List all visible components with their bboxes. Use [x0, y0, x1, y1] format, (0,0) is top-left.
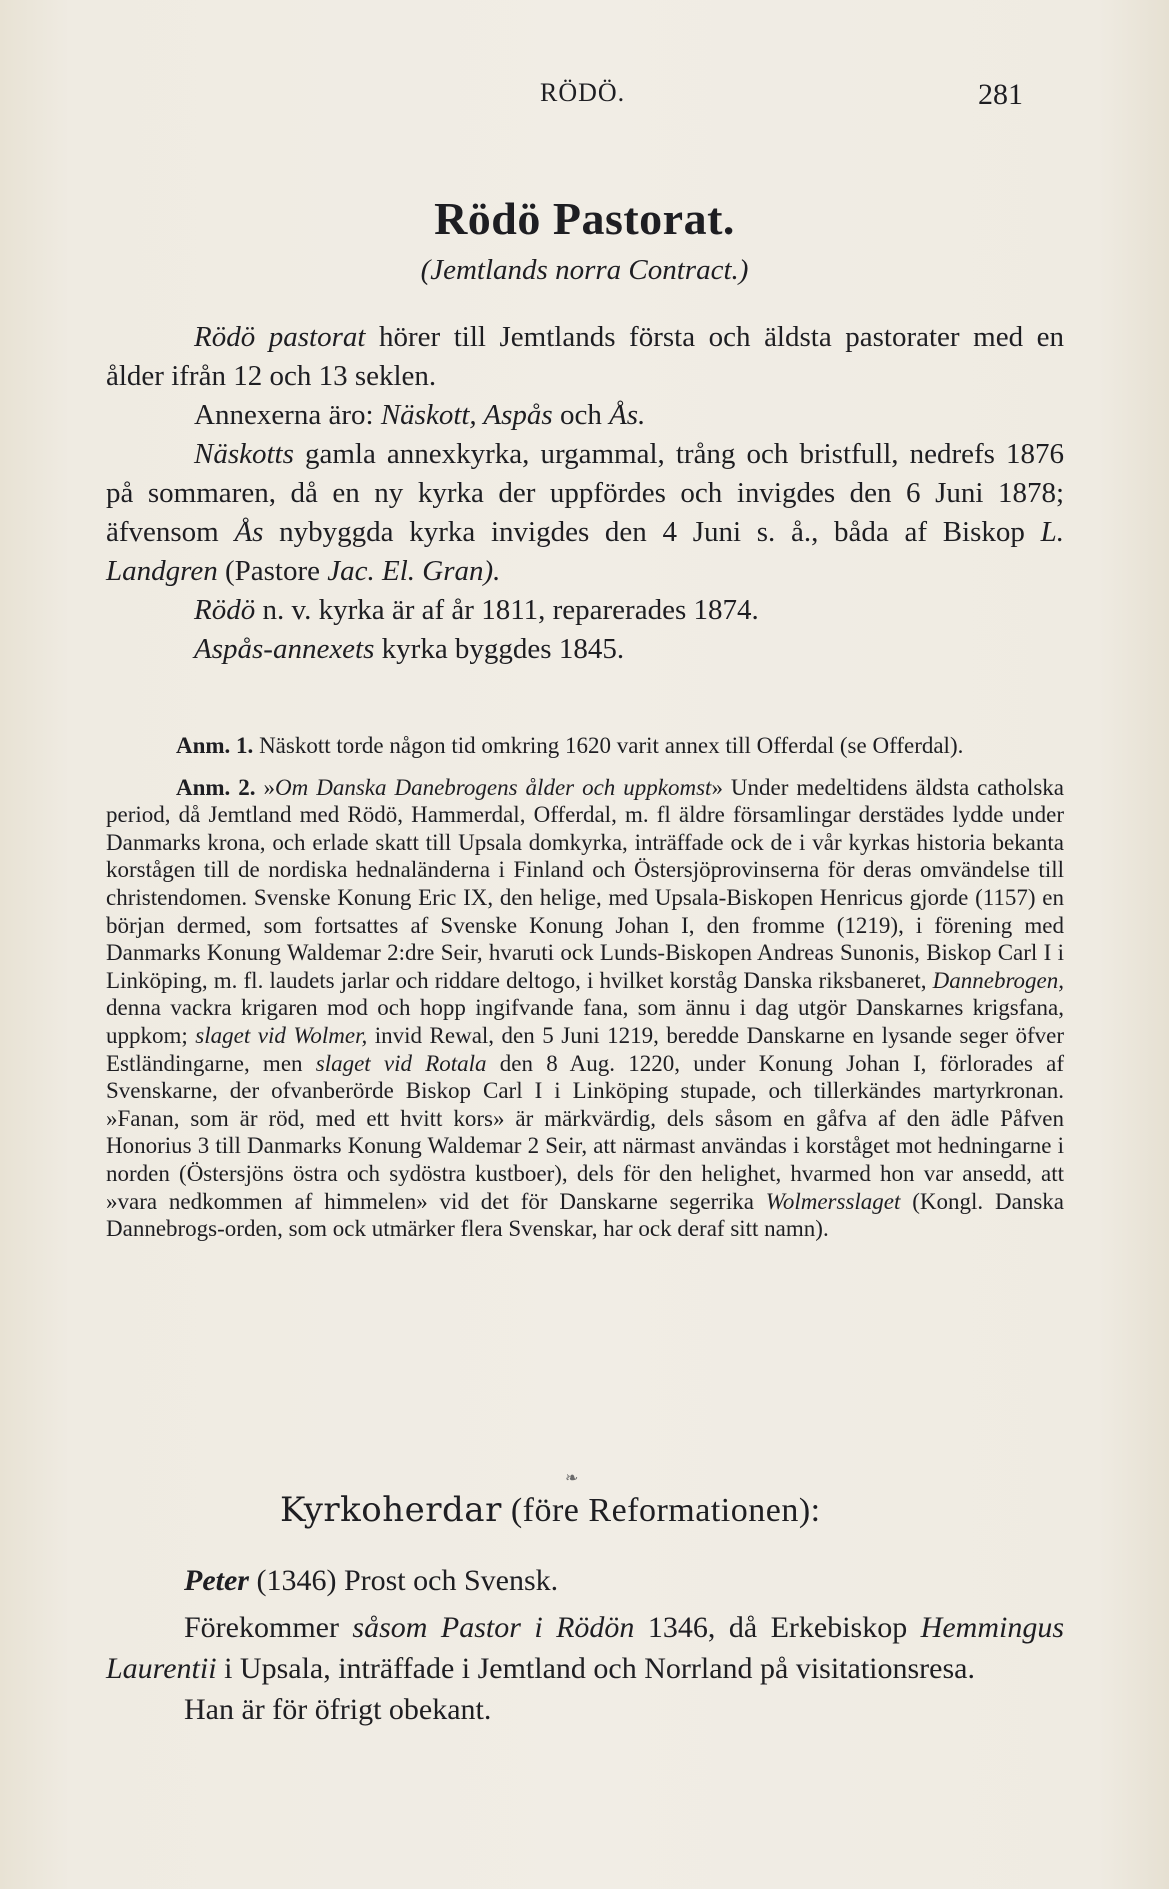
paragraph-aspas-church: [106, 630, 1064, 669]
bishop-name: L. Landgren: [106, 516, 1064, 587]
clergy-text-3: 1346, då Erkebiskop: [634, 1611, 921, 1644]
section-heading-rest: (före Reformationen):: [501, 1492, 821, 1529]
notes-block: [106, 732, 1064, 1247]
note-2-text-1: »: [255, 774, 276, 800]
annexes-conj: och: [552, 399, 610, 431]
note-1-label: Anm. 1.: [176, 733, 254, 758]
ornament-icon: ❧: [565, 1470, 579, 1487]
section-heading: [280, 1490, 821, 1530]
naskott-text-3: (Pastore: [217, 555, 328, 587]
note-2-wolmersslaget: Wolmersslaget: [765, 1188, 901, 1214]
as-term: Ås: [234, 516, 264, 548]
note-2-text-5: denna vackra krigaren mod och hopp ingifvande fana, som ännu i dag utgör Danskarnes krigsfana, uppkom;: [106, 995, 1064, 1048]
note-2-dannebrogen: Dannebrogen,: [932, 967, 1064, 993]
naskott-text: gamla annexkyrka, urgammal, trång och bristfull, nedrefs 1876 på sommaren, då en ny kyrka der uppfördes och invigdes den 6 Juni 1878; äfvensom: [106, 438, 1064, 548]
naskott-text-2: nybyggda kyrka invigdes den 4 Juni s. å., båda af Biskop: [263, 516, 1041, 548]
clergy-text-4: Hemmingus Laurentii: [106, 1611, 1064, 1685]
rodo-text: n. v. kyrka är af år 1811, reparerades 1874.: [255, 594, 759, 626]
aspas-text: kyrka byggdes 1845.: [374, 633, 625, 665]
clergy-head-rest: (1346) Prost och Svensk.: [248, 1564, 559, 1597]
clergy-text-6: Han är för öfrigt obekant.: [184, 1693, 492, 1726]
naskott-term: Näskotts: [194, 438, 294, 470]
note-2-text-11: (Kongl. Danska Dannebrogs-orden, som ock utmärker flera Svenskar, har ock deraf sitt namn).: [106, 1188, 1064, 1242]
clergy-text-1: Förekommer: [184, 1611, 353, 1644]
page-subtitle: (Jemtlands norra Contract.): [420, 254, 749, 286]
note-1-text: Näskott torde någon tid omkring 1620 varit annex till Offerdal (se Offerdal).: [253, 733, 964, 758]
clergy-list: [106, 1560, 1064, 1730]
annexes-last: Ås.: [609, 399, 646, 431]
note-2-wolmer: slaget vid Wolmer,: [195, 1022, 368, 1048]
body-text: [106, 318, 1064, 669]
paragraph-annexes: [106, 396, 1064, 435]
clergy-entry-head: [106, 1560, 1064, 1601]
aspas-term: Aspås-annexets: [194, 633, 375, 665]
note-2: [106, 774, 1064, 1243]
rodo-term: Rödö: [194, 594, 256, 626]
intro-text: hörer till Jemtlands första och äldsta pastorater med en ålder ifrån 12 och 13 seklen.: [106, 321, 1064, 392]
clergy-text-2: såsom Pastor i Rödön: [352, 1611, 635, 1644]
page-title: Rödö Pastorat.: [434, 193, 735, 244]
note-2-title: Om Danska Danebrogens ålder och uppkomst: [275, 774, 712, 800]
page-number: 281: [978, 78, 1023, 111]
paragraph-rodo-church: [106, 591, 1064, 630]
clergy-entry-note: [106, 1689, 1064, 1730]
paragraph-naskott: [106, 435, 1064, 591]
note-2-label: Anm. 2.: [176, 774, 256, 800]
note-2-text-3: » Under medeltidens äldsta catholska period, då Jemtland med Rödö, Hammerdal, Offerdal, m. fl äldre församlingar derstädes lydde under Danmarks krona, och erlade skatt till Upsala domkyrka, inträffade ock de i vår kyrkas historia bekanta korstågen till de nordiska hednaländerna i Finland och Östersjöprovinserna för deras omvändelse till christendomen. Svenske Konung Eric IX, den helige, med Upsala-Biskopen Henricus gjorde (1157) en början dermed, som fortsattes af Svenske Konung Johan I, den fromme (1219), i förening med Danmarks Konung Waldemar 2:dre Seir, hvaruti ock Lunds-Biskopen Andreas Sunonis, Biskop Carl I i Linköping, m. fl. laudets jarlar och riddare deltogo, i hvilket korståg Danska riksbaneret,: [106, 774, 1064, 993]
paragraph-intro: [106, 318, 1064, 396]
running-head: RÖDÖ.: [540, 78, 626, 107]
pastor-name: Jac. El. Gran).: [327, 555, 501, 587]
clergy-name: Peter: [184, 1564, 249, 1597]
note-1: [106, 732, 1064, 760]
section-heading-main: Kyrkoherdar: [280, 1490, 502, 1530]
page-header: [0, 78, 1169, 118]
note-2-rotala: slaget vid Rotala: [315, 1050, 487, 1076]
annexes-text: Annexerna äro:: [194, 399, 381, 431]
clergy-text-5: i Upsala, inträffade i Jemtland och Norrland på visitationsresa.: [216, 1652, 975, 1685]
note-2-text-7: invid Rewal, den 5 Juni 1219, beredde Danskarne en lysande seger öfver Estländingarne, men: [106, 1022, 1064, 1076]
annexes-names: Näskott, Aspås: [380, 399, 553, 431]
clergy-entry-text: [106, 1607, 1064, 1689]
intro-term: Rödö pastorat: [194, 321, 366, 353]
note-2-text-9: den 8 Aug. 1220, under Konung Johan I, förlorades af Svenskarne, der ofvanberörde Biskop Carl I i Linköping stupade, och tillerkändes martyrkronan. »Fanan, som är röd, med ett hvitt kors» är märkvärdig, dels såsom en gåfva af den ädle Påfven Honorius 3 till Danmarks Konung Waldemar 2 Seir, att närmast användas i korståget mot hedningarne i norden (Östersjöns östra och sydöstra kustboer), dels för den helighet, hvarmed hon var ansedd, att »vara nedkommen af himmelen» vid det för Danskarne segerrika: [106, 1050, 1064, 1214]
